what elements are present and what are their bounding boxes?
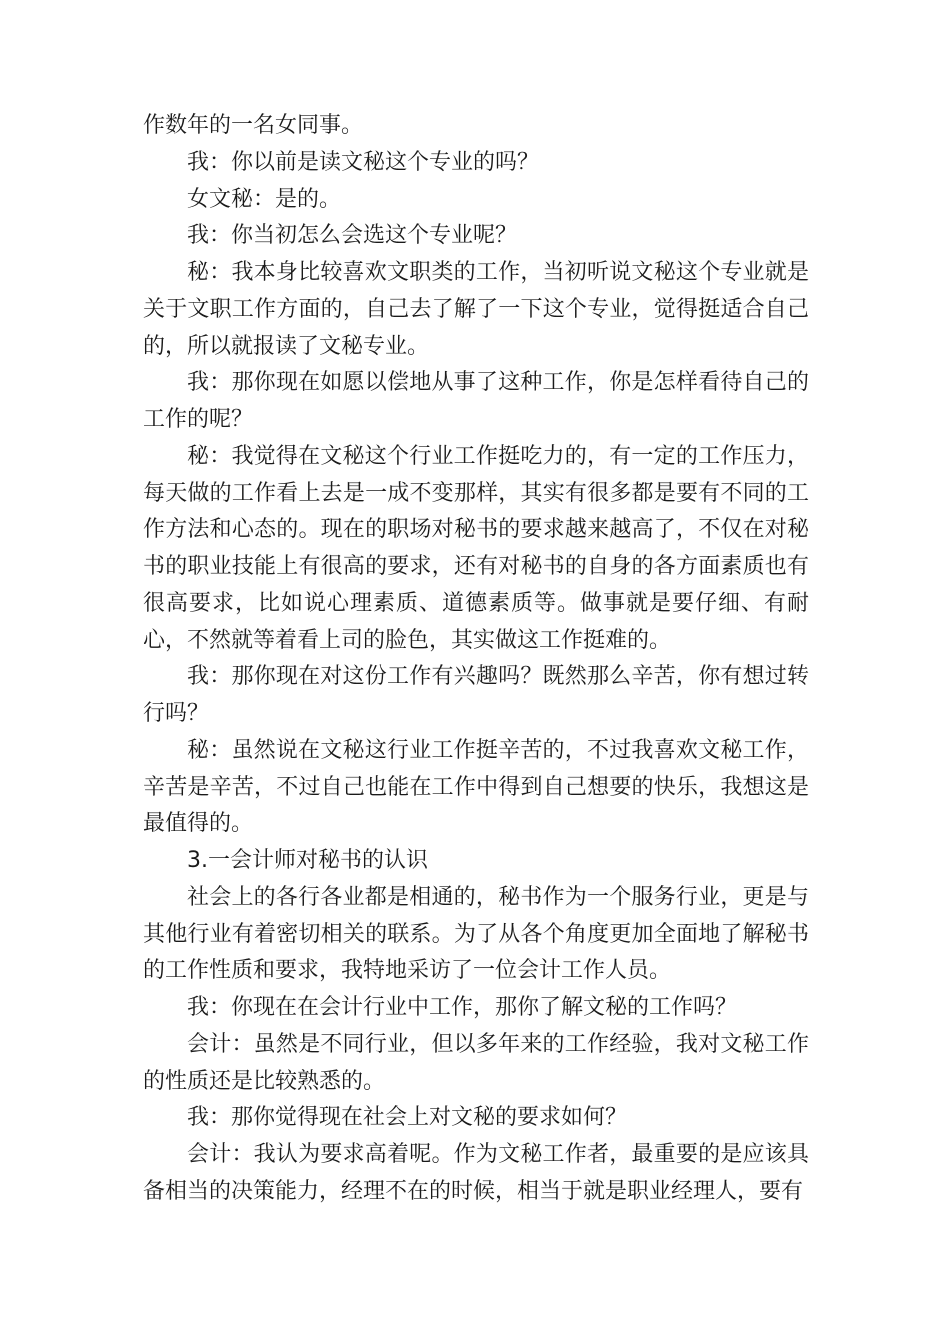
paragraph: 我：你当初怎么会选这个专业呢？	[187, 223, 518, 249]
paragraph: 我：你以前是读文秘这个专业的吗？	[187, 149, 540, 175]
paragraph: 秘：我觉得在文秘这个行业工作挺吃力的，有一定的工作压力，每天做的工作看上去是一成不变那样，其实有很多都是要有不同的工作方法和心态的。现在的职场对秘书的要求越来越高了，不仅在对秘书的职业技能上有很高的要求，还有对秘书的自身的各方面素质也有很高要求，比如说心理素质、道德素质等。做事就是要仔细、有耐心，不然就等着看上司的脸色，其实做这工作挺难的。	[143, 443, 809, 653]
paragraph: 秘：我本身比较喜欢文职类的工作，当初听说文秘这个专业就是关于文职工作方面的，自己去了解了一下这个专业，觉得挺适合自己的，所以就报读了文秘专业。	[143, 260, 809, 359]
document-body	[143, 108, 809, 1211]
paragraph: 我：那你觉得现在社会上对文秘的要求如何？	[187, 1105, 628, 1131]
section-heading: 3.一会计师对秘书的认识	[187, 848, 428, 873]
paragraph: 会计：虽然是不同行业，但以多年来的工作经验，我对文秘工作的性质还是比较熟悉的。	[143, 1031, 809, 1094]
paragraph: 作数年的一名女同事。	[143, 113, 364, 138]
paragraph: 我：你现在在会计行业中工作，那你了解文秘的工作吗？	[187, 995, 738, 1020]
paragraph: 会计：我认为要求高着呢。作为文秘工作者，最重要的是应该具备相当的决策能力，经理不在的时候，相当于就是职业经理人，要有	[143, 1142, 809, 1204]
paragraph: 我：那你现在如愿以偿地从事了这种工作，你是怎样看待自己的工作的呢？	[143, 370, 809, 432]
paragraph: 社会上的各行各业都是相通的，秘书作为一个服务行业，更是与其他行业有着密切相关的联系。为了从各个角度更加全面地了解秘书的工作性质和要求，我特地采访了一位会计工作人员。	[143, 884, 809, 984]
paragraph: 秘：虽然说在文秘这行业工作挺辛苦的，不过我喜欢文秘工作，辛苦是辛苦，不过自己也能在工作中得到自己想要的快乐，我想这是最值得的。	[143, 737, 809, 837]
paragraph: 女文秘：是的。	[187, 186, 342, 212]
paragraph: 我：那你现在对这份工作有兴趣吗？既然那么辛苦，你有想过转行吗？	[143, 664, 809, 726]
